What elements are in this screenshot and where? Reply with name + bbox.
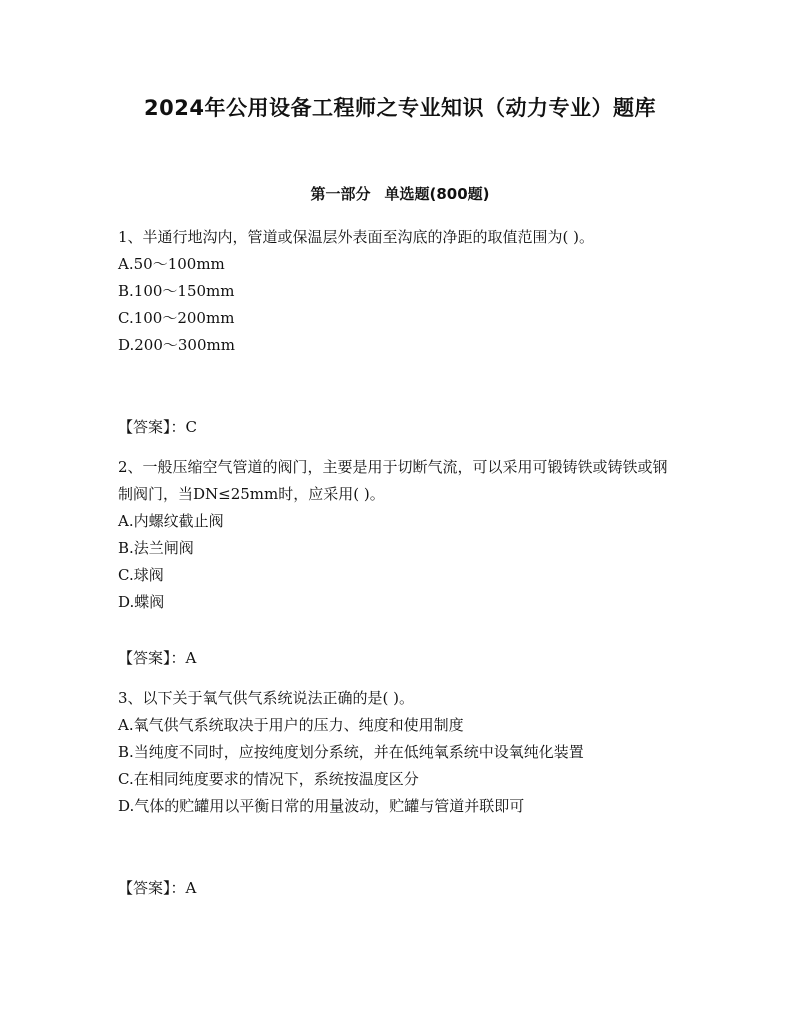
option-a: A.50～100mm: [118, 255, 225, 273]
answer-label: 【答案】：: [118, 879, 186, 897]
option-d: D.气体的贮罐用以平衡日常的用量波动，贮罐与管道并联即可: [118, 797, 525, 815]
answer-3: [118, 875, 196, 902]
option-d: D.蝶阀: [118, 593, 165, 611]
answer-1: [118, 414, 197, 441]
document-title: 2024年公用设备工程师之专业知识（动力专业）题库: [144, 96, 656, 120]
option-b: B.100～150mm: [118, 282, 235, 300]
option-b: B.当纯度不同时，应按纯度划分系统，并在低纯氧系统中设氧纯化装置: [118, 743, 584, 761]
option-a: A.氧气供气系统取决于用户的压力、纯度和使用制度: [118, 716, 464, 734]
answer-value: A: [185, 879, 197, 897]
answer-label: 【答案】：: [118, 649, 186, 667]
question-stem: 2、一般压缩空气管道的阀门，主要是用于切断气流，可以采用可锻铸铁或铸铁或钢制阀门，当DN≤25mm时，应采用( )。: [118, 458, 668, 503]
option-c: C.球阀: [118, 566, 164, 584]
option-d: D.200～300mm: [118, 336, 235, 354]
question-3: [118, 685, 680, 820]
question-stem: 1、半通行地沟内，管道或保温层外表面至沟底的净距的取值范围为( )。: [118, 228, 595, 246]
question-stem: 3、以下关于氧气供气系统说法正确的是( )。: [118, 689, 415, 707]
answer-label: 【答案】：: [118, 418, 186, 436]
answer-value: A: [185, 649, 197, 667]
answer-value: C: [185, 418, 197, 436]
answer-2: [118, 645, 196, 672]
option-c: C.100～200mm: [118, 309, 235, 327]
section-name: 单选题(800题): [384, 185, 490, 203]
section-part: 第一部分: [310, 185, 371, 203]
option-c: C.在相同纯度要求的情况下，系统按温度区分: [118, 770, 419, 788]
option-a: A.内螺纹截止阀: [118, 512, 224, 530]
section-heading: [0, 183, 800, 204]
question-2: [118, 454, 680, 616]
option-b: B.法兰闸阀: [118, 539, 194, 557]
question-1: [118, 224, 680, 359]
